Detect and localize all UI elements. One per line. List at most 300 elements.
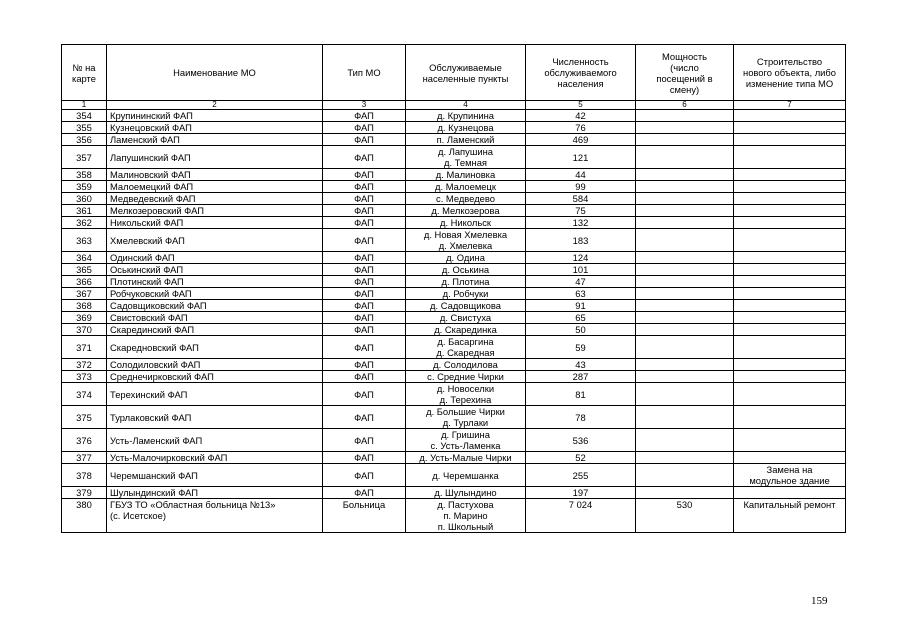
cell-facility-type: ФАП (323, 229, 406, 252)
header-population (526, 45, 636, 101)
text-line: Крупининский ФАП (110, 110, 193, 121)
cell-facility-type: ФАП (323, 193, 406, 205)
cell-facility-type: ФАП (323, 312, 406, 324)
cell-facility-type: ФАП (323, 181, 406, 193)
text-line: д. Никольск (439, 217, 492, 228)
cell-construction (734, 464, 846, 487)
text-line: Свистовский ФАП (110, 312, 188, 323)
cell-map-number: 362 (62, 217, 107, 229)
cell-capacity (636, 429, 734, 452)
table-row (62, 276, 846, 288)
cell-population: 78 (526, 406, 636, 429)
cell-capacity (636, 264, 734, 276)
cell-map-number: 366 (62, 276, 107, 288)
text-line: д. Лапушина (438, 146, 493, 157)
cell-served-settlements (406, 169, 526, 181)
cell-capacity (636, 276, 734, 288)
text-line: Оськинский ФАП (110, 264, 184, 275)
cell-served-settlements (406, 110, 526, 122)
cell-map-number: 378 (62, 464, 107, 487)
cell-served-settlements (406, 324, 526, 336)
text-line: д. Одина (446, 252, 485, 263)
cell-served-settlements (406, 122, 526, 134)
cell-capacity (636, 336, 734, 359)
cell-map-number: 373 (62, 371, 107, 383)
text-line: Замена на (766, 464, 813, 475)
cell-facility-name (107, 146, 323, 169)
cell-served-settlements (406, 499, 526, 533)
table-row (62, 312, 846, 324)
cell-facility-type: ФАП (323, 134, 406, 146)
page-number: 159 (811, 595, 828, 607)
text-line: Ламенский ФАП (110, 134, 180, 145)
cell-facility-type: ФАП (323, 276, 406, 288)
table-row (62, 487, 846, 499)
cell-facility-type: Больница (323, 499, 406, 533)
table-row (62, 134, 846, 146)
text-line: Садовщиковский ФАП (110, 300, 207, 311)
table-row (62, 371, 846, 383)
text-line: д. Малоемецк (435, 181, 496, 192)
text-line: п. Марино (443, 510, 488, 521)
cell-facility-type: ФАП (323, 252, 406, 264)
cell-population: 584 (526, 193, 636, 205)
cell-construction (734, 429, 846, 452)
cell-map-number: 370 (62, 324, 107, 336)
table-row (62, 122, 846, 134)
text-line: д. Мелкозерова (431, 205, 500, 216)
text-line: смену) (669, 83, 700, 95)
cell-construction (734, 276, 846, 288)
cell-capacity (636, 371, 734, 383)
column-number: 5 (526, 101, 636, 110)
cell-population: 99 (526, 181, 636, 193)
text-line: д. Гришина (441, 429, 490, 440)
table-row (62, 452, 846, 464)
cell-capacity (636, 181, 734, 193)
text-line: д. Скаредная (436, 347, 495, 358)
cell-facility-name (107, 429, 323, 452)
text-line: д. Малиновка (435, 169, 496, 180)
cell-population: 287 (526, 371, 636, 383)
cell-facility-name (107, 499, 323, 533)
cell-served-settlements (406, 217, 526, 229)
text-line: д. Хмелевка (438, 240, 493, 251)
cell-map-number: 356 (62, 134, 107, 146)
cell-construction (734, 229, 846, 252)
text-line: п. Школьный (437, 521, 494, 532)
cell-capacity (636, 452, 734, 464)
text-line: ГБУЗ ТО «Областная больница №13» (110, 499, 276, 510)
cell-construction (734, 134, 846, 146)
cell-construction (734, 487, 846, 499)
column-number: 7 (734, 101, 846, 110)
cell-map-number: 369 (62, 312, 107, 324)
cell-construction (734, 193, 846, 205)
cell-facility-type: ФАП (323, 371, 406, 383)
text-line: д. Новая Хмелевка (423, 229, 508, 240)
text-line: д. Новоселки (436, 383, 495, 394)
cell-facility-name (107, 217, 323, 229)
cell-map-number: 377 (62, 452, 107, 464)
cell-map-number: 376 (62, 429, 107, 452)
text-line: Одинский ФАП (110, 252, 175, 263)
text-line: Никольский ФАП (110, 217, 184, 228)
text-line: № на (72, 61, 96, 73)
cell-capacity (636, 464, 734, 487)
cell-population: 59 (526, 336, 636, 359)
column-number: 6 (636, 101, 734, 110)
header-map-number (62, 45, 107, 101)
text-line: д. Шулындино (434, 487, 497, 498)
cell-facility-name (107, 300, 323, 312)
text-line: Плотинский ФАП (110, 276, 184, 287)
table-row (62, 205, 846, 217)
table-row (62, 181, 846, 193)
text-line: Скаредновский ФАП (110, 341, 199, 353)
cell-population: 63 (526, 288, 636, 300)
cell-population: 52 (526, 452, 636, 464)
text-line: изменение типа МО (745, 78, 834, 89)
cell-facility-name (107, 452, 323, 464)
cell-construction (734, 499, 846, 533)
text-line: Малиновский ФАП (110, 169, 191, 180)
table-row (62, 264, 846, 276)
text-line: д. Солодилова (433, 359, 498, 370)
cell-capacity (636, 122, 734, 134)
table-row (62, 300, 846, 312)
cell-construction (734, 122, 846, 134)
cell-map-number: 367 (62, 288, 107, 300)
cell-capacity (636, 359, 734, 371)
cell-facility-type: ФАП (323, 217, 406, 229)
cell-capacity (636, 487, 734, 499)
cell-served-settlements (406, 371, 526, 383)
text-line: с. Усть-Ламенка (430, 440, 501, 451)
table-row (62, 324, 846, 336)
header-facility-name (107, 45, 323, 101)
cell-construction (734, 217, 846, 229)
table-row (62, 252, 846, 264)
text-line: Капитальный ремонт (743, 499, 836, 510)
cell-facility-name (107, 276, 323, 288)
cell-map-number: 379 (62, 487, 107, 499)
text-line: Скарединский ФАП (110, 324, 195, 335)
cell-served-settlements (406, 252, 526, 264)
cell-facility-name (107, 406, 323, 429)
cell-construction (734, 110, 846, 122)
cell-population: 47 (526, 276, 636, 288)
cell-facility-name (107, 336, 323, 359)
cell-capacity (636, 205, 734, 217)
column-number: 4 (406, 101, 526, 110)
cell-facility-name (107, 169, 323, 181)
text-line: Мелкозеровский ФАП (110, 205, 204, 216)
cell-map-number: 354 (62, 110, 107, 122)
cell-capacity (636, 169, 734, 181)
text-line: Кузнецовский ФАП (110, 122, 192, 133)
cell-population: 132 (526, 217, 636, 229)
cell-served-settlements (406, 429, 526, 452)
cell-capacity (636, 300, 734, 312)
cell-facility-type: ФАП (323, 359, 406, 371)
cell-construction (734, 169, 846, 181)
cell-facility-name (107, 464, 323, 487)
cell-served-settlements (406, 134, 526, 146)
cell-population: 124 (526, 252, 636, 264)
cell-served-settlements (406, 452, 526, 464)
column-number: 2 (107, 101, 323, 110)
text-line: Усть-Малочирковский ФАП (110, 452, 228, 463)
cell-construction (734, 406, 846, 429)
cell-population: 43 (526, 359, 636, 371)
cell-construction (734, 288, 846, 300)
cell-population: 197 (526, 487, 636, 499)
text-line: населения (557, 78, 604, 89)
cell-served-settlements (406, 276, 526, 288)
cell-facility-type: ФАП (323, 169, 406, 181)
cell-served-settlements (406, 487, 526, 499)
cell-served-settlements (406, 300, 526, 312)
cell-construction (734, 336, 846, 359)
table-header-row (62, 45, 846, 101)
cell-served-settlements (406, 146, 526, 169)
cell-served-settlements (406, 193, 526, 205)
text-line: д. Крупинина (436, 110, 495, 121)
cell-facility-name (107, 252, 323, 264)
cell-population: 91 (526, 300, 636, 312)
cell-construction (734, 359, 846, 371)
text-line: Черемшанский ФАП (110, 469, 198, 481)
cell-facility-type: ФАП (323, 336, 406, 359)
table-row (62, 359, 846, 371)
text-line: д. Терехина (439, 394, 492, 405)
cell-population: 81 (526, 383, 636, 406)
cell-capacity (636, 324, 734, 336)
cell-served-settlements (406, 336, 526, 359)
text-line: д. Свистуха (439, 312, 492, 323)
cell-facility-type: ФАП (323, 300, 406, 312)
cell-population: 65 (526, 312, 636, 324)
text-line: д. Басаргина (437, 336, 494, 347)
header-construction (734, 45, 846, 101)
cell-population: 44 (526, 169, 636, 181)
cell-served-settlements (406, 229, 526, 252)
cell-facility-type: ФАП (323, 383, 406, 406)
cell-served-settlements (406, 359, 526, 371)
table-row (62, 464, 846, 487)
cell-map-number: 375 (62, 406, 107, 429)
cell-facility-type: ФАП (323, 487, 406, 499)
cell-population: 536 (526, 429, 636, 452)
text-line: д. Темная (443, 157, 487, 168)
text-line: нового объекта, либо (743, 67, 836, 78)
cell-served-settlements (406, 383, 526, 406)
cell-capacity (636, 252, 734, 264)
cell-population: 42 (526, 110, 636, 122)
table-row (62, 110, 846, 122)
text-line: Лапушинский ФАП (110, 151, 191, 163)
cell-population: 255 (526, 464, 636, 487)
cell-map-number: 360 (62, 193, 107, 205)
cell-map-number: 355 (62, 122, 107, 134)
text-line: д. Черемшанка (432, 469, 499, 481)
cell-facility-type: ФАП (323, 288, 406, 300)
cell-population: 75 (526, 205, 636, 217)
table-row (62, 217, 846, 229)
table-row (62, 146, 846, 169)
cell-capacity (636, 406, 734, 429)
cell-served-settlements (406, 181, 526, 193)
text-line: п. Ламенский (436, 134, 495, 145)
table-row (62, 169, 846, 181)
cell-map-number: 358 (62, 169, 107, 181)
cell-map-number: 372 (62, 359, 107, 371)
cell-population: 101 (526, 264, 636, 276)
cell-map-number: 363 (62, 229, 107, 252)
text-line: Терехинский ФАП (110, 388, 188, 400)
cell-facility-name (107, 205, 323, 217)
cell-capacity (636, 288, 734, 300)
text-line: д. Пастухова (437, 499, 494, 510)
cell-facility-name (107, 487, 323, 499)
text-line: Турлаковский ФАП (110, 411, 192, 423)
text-line: модульное здание (749, 475, 830, 486)
cell-map-number: 364 (62, 252, 107, 264)
text-line: д. Кузнецова (437, 122, 494, 133)
table-row (62, 288, 846, 300)
column-number: 1 (62, 101, 107, 110)
cell-facility-type: ФАП (323, 110, 406, 122)
cell-construction (734, 324, 846, 336)
cell-construction (734, 300, 846, 312)
cell-capacity (636, 229, 734, 252)
cell-facility-type: ФАП (323, 205, 406, 217)
cell-facility-type: ФАП (323, 146, 406, 169)
text-line: Солодиловский ФАП (110, 359, 201, 370)
text-line: д. Плотина (441, 276, 490, 287)
text-line: д. Робчуки (442, 288, 489, 299)
cell-construction (734, 181, 846, 193)
cell-population: 121 (526, 146, 636, 169)
cell-facility-name (107, 312, 323, 324)
cell-capacity (636, 193, 734, 205)
text-line: Хмелевский ФАП (110, 234, 185, 246)
text-line: Обслуживаемые (429, 61, 502, 73)
cell-facility-name (107, 359, 323, 371)
table-row (62, 193, 846, 205)
column-numbers-row (62, 101, 846, 110)
table-row (62, 499, 846, 533)
text-line: д. Оськина (441, 264, 490, 275)
cell-capacity (636, 134, 734, 146)
cell-facility-name (107, 324, 323, 336)
cell-construction (734, 252, 846, 264)
text-line: населенные пункты (422, 72, 509, 84)
cell-population: 469 (526, 134, 636, 146)
cell-served-settlements (406, 406, 526, 429)
cell-facility-name (107, 193, 323, 205)
text-line: Усть-Ламенский ФАП (110, 434, 203, 446)
cell-capacity (636, 110, 734, 122)
text-line: д. Садовщикова (430, 300, 501, 311)
column-number: 3 (323, 101, 406, 110)
cell-facility-name (107, 122, 323, 134)
cell-population: 50 (526, 324, 636, 336)
text-line: Малоемецкий ФАП (110, 181, 194, 192)
cell-facility-name (107, 264, 323, 276)
table-body (62, 110, 846, 533)
text-line: Робчуковский ФАП (110, 288, 192, 299)
cell-map-number: 361 (62, 205, 107, 217)
cell-served-settlements (406, 288, 526, 300)
cell-map-number: 365 (62, 264, 107, 276)
cell-facility-name (107, 288, 323, 300)
cell-facility-type: ФАП (323, 452, 406, 464)
table-row (62, 406, 846, 429)
text-line: Мощность (661, 50, 708, 62)
cell-facility-type: ФАП (323, 406, 406, 429)
header-facility-type (323, 45, 406, 101)
cell-construction (734, 312, 846, 324)
cell-map-number: 359 (62, 181, 107, 193)
text-line: Наименование МО (173, 67, 256, 78)
text-line: Шулындинский ФАП (110, 487, 199, 498)
cell-construction (734, 146, 846, 169)
cell-construction (734, 452, 846, 464)
cell-capacity (636, 217, 734, 229)
cell-capacity (636, 146, 734, 169)
cell-map-number: 357 (62, 146, 107, 169)
text-line: Тип МО (347, 67, 381, 78)
cell-capacity: 530 (636, 499, 734, 533)
text-line: (число (670, 61, 699, 73)
cell-facility-type: ФАП (323, 464, 406, 487)
cell-construction (734, 371, 846, 383)
text-line: Медведевский ФАП (110, 193, 196, 204)
cell-facility-type: ФАП (323, 122, 406, 134)
cell-map-number: 371 (62, 336, 107, 359)
text-line: карте (72, 72, 96, 84)
cell-map-number: 374 (62, 383, 107, 406)
cell-served-settlements (406, 464, 526, 487)
cell-construction (734, 383, 846, 406)
text-line: (с. Исетское) (110, 510, 166, 521)
cell-facility-name (107, 181, 323, 193)
text-line: с. Средние Чирки (427, 371, 504, 382)
text-line: Строительство (756, 56, 823, 67)
cell-facility-name (107, 110, 323, 122)
cell-capacity (636, 312, 734, 324)
medical-facilities-table (61, 44, 846, 533)
header-served-settlements (406, 45, 526, 101)
text-line: обслуживаемого (544, 67, 617, 78)
cell-facility-name (107, 383, 323, 406)
cell-population: 7 024 (526, 499, 636, 533)
table-row (62, 336, 846, 359)
cell-capacity (636, 383, 734, 406)
header-capacity (636, 45, 734, 101)
cell-population: 183 (526, 229, 636, 252)
cell-served-settlements (406, 312, 526, 324)
cell-facility-type: ФАП (323, 324, 406, 336)
text-line: д. Большие Чирки (426, 406, 505, 417)
cell-facility-name (107, 229, 323, 252)
table-row (62, 383, 846, 406)
text-line: с. Медведево (436, 193, 495, 204)
cell-facility-name (107, 134, 323, 146)
text-line: д. Турлаки (442, 417, 489, 428)
